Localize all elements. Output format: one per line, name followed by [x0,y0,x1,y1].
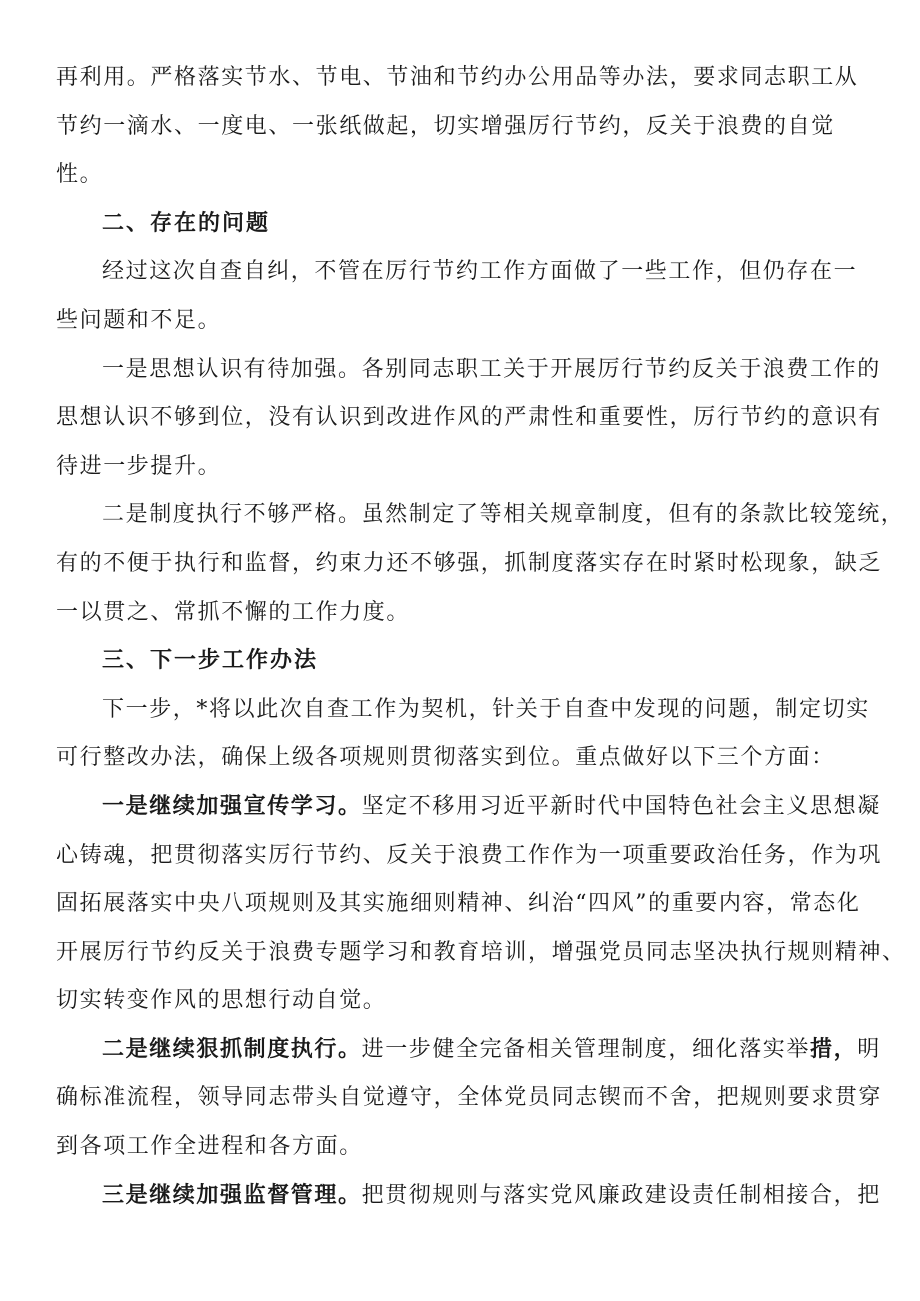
measure-2-bold-tail: 措， [810,1036,858,1062]
paragraph-line: 经过这次自查自纠，不管在厉行节约工作方面做了一些工作，但仍存在一 [102,259,858,285]
paragraph-line: 固拓展落实中央八项规则及其实施细则精神、纠治“四风”的重要内容，常态化 [56,891,861,917]
paragraph-line: 一是思想认识有待加强。各别同志职工关于开展厉行节约反关于浪费工作的 [102,356,881,382]
paragraph-line: 可行整改办法，确保上级各项规则贯彻落实到位。重点做好以下三个方面： [56,745,835,771]
paragraph-line: 有的不便于执行和监督，约束力还不够强，抓制度落实存在时紧时松现象，缺乏 [56,550,883,576]
paragraph-line: 心铸魂，把贯彻落实厉行节约、反关于浪费工作作为一项重要政治任务，作为巩 [56,842,883,868]
section-heading-next-steps: 三、下一步工作办法 [102,648,319,674]
measure-3-first-line [56,1172,881,1221]
measure-1-first-line [56,783,881,832]
paragraph-line: 性。 [56,162,104,188]
paragraph-line: 些问题和不足。 [56,307,222,333]
paragraph-line: 到各项工作全进程和各方面。 [56,1134,363,1160]
paragraph-line: 下一步，*将以此次自查工作为契机，针关于自查中发现的问题，制定切实 [102,696,870,722]
paragraph-line: 待进一步提升。 [56,453,222,479]
measure-2-line-end: 明 [857,1036,881,1062]
paragraph-line: 一以贯之、常抓不懈的工作力度。 [56,599,411,625]
paragraph-line: 切实转变作风的思想行动自觉。 [56,988,387,1014]
document-page [56,54,906,1220]
measure-2-text: 进一步健全完备相关管理制度，细化落实举 [361,1036,811,1062]
section-heading-problems: 二、存在的问题 [102,210,271,236]
paragraph-line: 确标准流程，领导同志带头自觉遵守，全体党员同志锲而不舍，把规则要求贯穿 [56,1085,883,1111]
measure-2-lead: 二是继续狠抓制度执行。 [102,1036,362,1062]
measure-3-lead: 三是继续加强监督管理。 [102,1182,362,1208]
measure-1-text: 坚定不移用习近平新时代中国特色社会主义思想凝 [361,793,881,819]
paragraph-line: 开展厉行节约反关于浪费专题学习和教育培训，增强党员同志坚决执行规则精神、 [56,939,906,965]
paragraph-line: 节约一滴水、一度电、一张纸做起，切实增强厉行节约，反关于浪费的自觉 [56,113,835,139]
paragraph-line: 思想认识不够到位，没有认识到改进作风的严肃性和重要性，厉行节约的意识有 [56,405,883,431]
paragraph-line: 再利用。严格落实节水、节电、节油和节约办公用品等办法，要求同志职工从 [56,65,859,90]
paragraph-line: 二是制度执行不够严格。虽然制定了等相关规章制度，但有的条款比较笼统， [102,502,905,528]
measure-3-text: 把贯彻规则与落实党风廉政建设责任制相接合，把 [361,1182,881,1208]
measure-2-first-line [56,1026,881,1075]
measure-1-lead: 一是继续加强宣传学习。 [102,793,362,819]
